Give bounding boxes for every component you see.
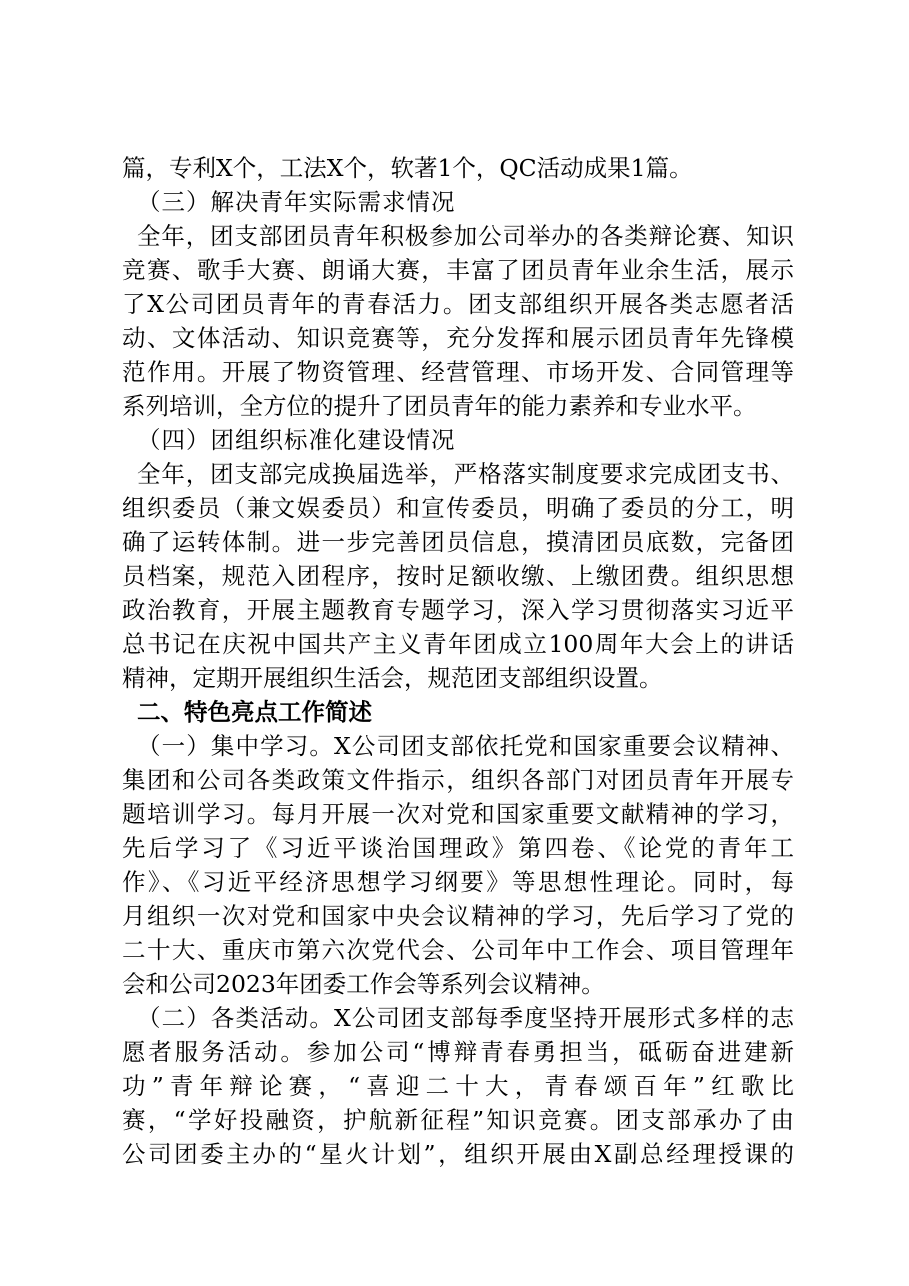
text-line: 作》、《习近平经济思想学习纲要》等思想性理论。同时，每 bbox=[122, 868, 794, 896]
text-line: 功”青年辩论赛，“喜迎二十大，青春颂百年”红歌比 bbox=[122, 1072, 794, 1100]
text-line: 精神，定期开展组织生活会，规范团支部组织设置。 bbox=[122, 664, 663, 692]
text-line: 竞赛、歌手大赛、朗诵大赛，丰富了团员青年业余生活，展示 bbox=[122, 256, 794, 284]
text-line: 全年，团支部团员青年积极参加公司举办的各类辩论赛、知识 bbox=[137, 222, 794, 250]
text-line: 确了运转体制。进一步完善团员信息，摸清团员底数，完备团 bbox=[122, 528, 794, 556]
text-line: 员档案，规范入团程序，按时足额收缴、上缴团费。组织思想 bbox=[122, 562, 794, 590]
text-line: 赛，“学好投融资，护航新征程”知识竞赛。团支部承办了由 bbox=[122, 1106, 794, 1134]
text-line: 会和公司2023年团委工作会等系列会议精神。 bbox=[122, 970, 605, 998]
text-line: 月组织一次对党和国家中央会议精神的学习，先后学习了党的 bbox=[122, 902, 794, 930]
text-line: 范作用。开展了物资管理、经营管理、市场开发、合同管理等 bbox=[122, 358, 794, 386]
text-line: 总书记在庆祝中国共产主义青年团成立100周年大会上的讲话 bbox=[122, 630, 794, 658]
text-line: 了X公司团员青年的青春活力。团支部组织开展各类志愿者活 bbox=[122, 290, 794, 318]
section-heading-3: （三）解决青年实际需求情况 bbox=[137, 188, 456, 216]
section-heading-4: （四）团组织标准化建设情况 bbox=[137, 426, 456, 454]
text-line: 政治教育，开展主题教育专题学习，深入学习贯彻落实习近平 bbox=[122, 596, 794, 624]
text-line: （二）各类活动。X公司团支部每季度坚持开展形式多样的志 bbox=[137, 1004, 794, 1032]
text-line: 二十大、重庆市第六次党代会、公司年中工作会、项目管理年 bbox=[122, 936, 794, 964]
chapter-heading: 二、特色亮点工作简述 bbox=[137, 698, 372, 726]
text-line: （一）集中学习。X公司团支部依托党和国家重要会议精神、 bbox=[137, 732, 794, 760]
text-line: 系列培训，全方位的提升了团员青年的能力素养和专业水平。 bbox=[122, 392, 757, 420]
text-line: 公司团委主办的“星火计划”，组织开展由X副总经理授课的 bbox=[122, 1140, 794, 1168]
text-line: 集团和公司各类政策文件指示，组织各部门对团员青年开展专 bbox=[122, 766, 794, 794]
text-line: 篇，专利X个，工法X个，软著1个，QC活动成果1篇。 bbox=[122, 154, 693, 182]
text-line: 先后学习了《习近平谈治国理政》第四卷、《论党的青年工 bbox=[122, 834, 794, 862]
text-line: 愿者服务活动。参加公司“博辩青春勇担当，砥砺奋进建新 bbox=[122, 1038, 794, 1066]
text-line: 全年，团支部完成换届选举，严格落实制度要求完成团支书、 bbox=[137, 460, 794, 488]
text-line: 动、文体活动、知识竞赛等，充分发挥和展示团员青年先锋模 bbox=[122, 324, 794, 352]
text-line: 题培训学习。每月开展一次对党和国家重要文献精神的学习， bbox=[122, 800, 794, 828]
text-line: 组织委员（兼文娱委员）和宣传委员，明确了委员的分工，明 bbox=[122, 494, 794, 522]
